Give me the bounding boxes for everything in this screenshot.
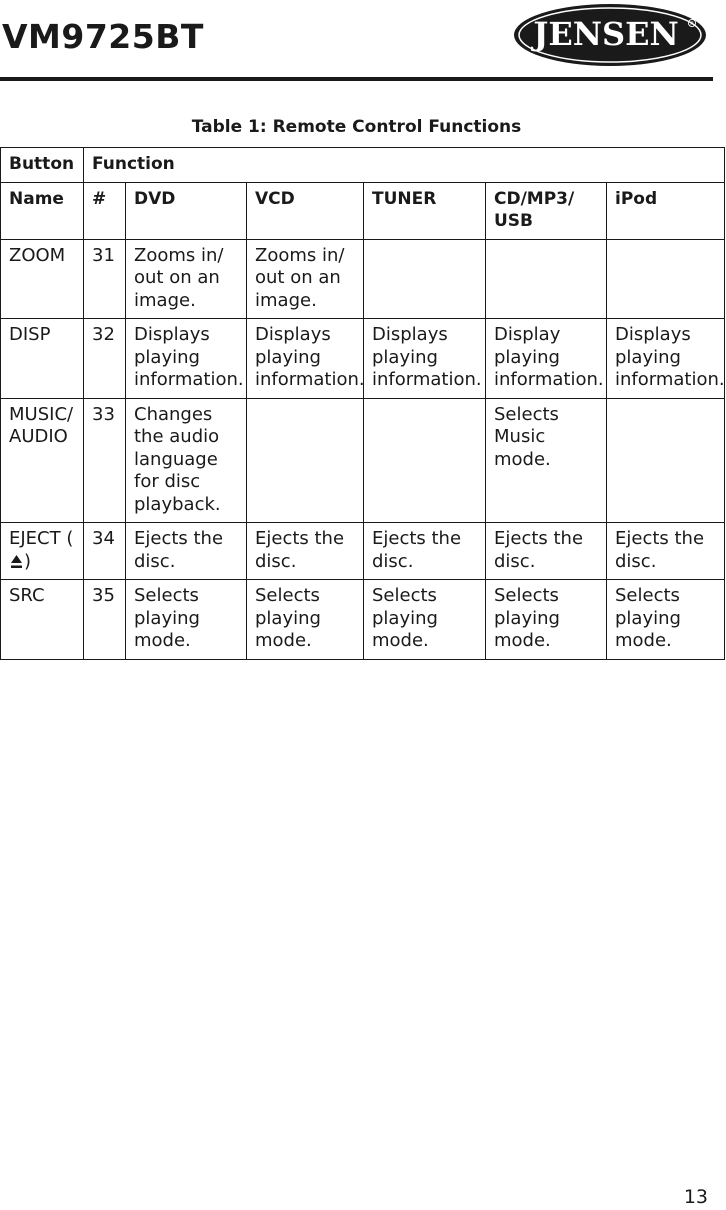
cd-function: Selects Music mode. <box>486 398 607 523</box>
table-row <box>1 580 725 660</box>
dvd-function: Selects playing mode. <box>126 580 247 660</box>
button-name <box>1 523 84 580</box>
button-name: ZOOM <box>1 239 84 319</box>
eject-icon <box>10 554 23 569</box>
tuner-function <box>364 239 486 319</box>
button-group-header: Button <box>1 148 84 183</box>
model-title: VM9725BT <box>2 17 204 56</box>
table-title: Table 1: Remote Control Functions <box>191 117 522 137</box>
column-header: # <box>84 182 126 239</box>
table-row <box>1 398 725 523</box>
column-header: DVD <box>126 182 247 239</box>
cd-function <box>486 239 607 319</box>
ipod-function: Selects playing mode. <box>607 580 725 660</box>
column-header: VCD <box>247 182 364 239</box>
button-name: DISP <box>1 319 84 399</box>
button-number: 35 <box>84 580 126 660</box>
ipod-function <box>607 398 725 523</box>
vcd-function: Ejects the disc. <box>247 523 364 580</box>
cd-function: Ejects the disc. <box>486 523 607 580</box>
tuner-function <box>364 398 486 523</box>
table-row <box>1 523 725 580</box>
column-header-row <box>1 182 725 239</box>
vcd-function <box>247 398 364 523</box>
button-name: MUSIC/ AUDIO <box>1 398 84 523</box>
button-number: 33 <box>84 398 126 523</box>
column-header: iPod <box>607 182 725 239</box>
tuner-function: Selects playing mode. <box>364 580 486 660</box>
ipod-function <box>607 239 725 319</box>
table-row <box>1 319 725 399</box>
dvd-function: Changes the audio language for disc playback. <box>126 398 247 523</box>
jensen-logo <box>512 2 710 68</box>
tuner-function: Ejects the disc. <box>364 523 486 580</box>
ipod-function: Ejects the disc. <box>607 523 725 580</box>
brand-logotype: JENSEN <box>533 15 679 53</box>
remote-functions-table <box>0 147 725 660</box>
column-header: TUNER <box>364 182 486 239</box>
vcd-function: Displays playing information. <box>247 319 364 399</box>
tuner-function: Displays playing information. <box>364 319 486 399</box>
dvd-function: Ejects the disc. <box>126 523 247 580</box>
cd-function: Display playing information. <box>486 319 607 399</box>
vcd-function: Selects playing mode. <box>247 580 364 660</box>
page-number: 13 <box>683 1186 708 1208</box>
column-header: CD/MP3/ USB <box>486 182 607 239</box>
button-number: 34 <box>84 523 126 580</box>
button-number: 32 <box>84 319 126 399</box>
function-group-header: Function <box>84 148 725 183</box>
button-number: 31 <box>84 239 126 319</box>
dvd-function: Zooms in/ out on an image. <box>126 239 247 319</box>
cd-function: Selects playing mode. <box>486 580 607 660</box>
button-name: SRC <box>1 580 84 660</box>
vcd-function: Zooms in/ out on an image. <box>247 239 364 319</box>
header-divider <box>0 77 713 81</box>
eject-label: EJECT ( <box>9 528 74 549</box>
dvd-function: Displays playing information. <box>126 319 247 399</box>
eject-label-close: ) <box>24 550 32 572</box>
ipod-function: Displays playing information. <box>607 319 725 399</box>
column-header: Name <box>1 182 84 239</box>
svg-text:R: R <box>690 21 694 28</box>
group-header-row <box>1 148 725 183</box>
table-row <box>1 239 725 319</box>
